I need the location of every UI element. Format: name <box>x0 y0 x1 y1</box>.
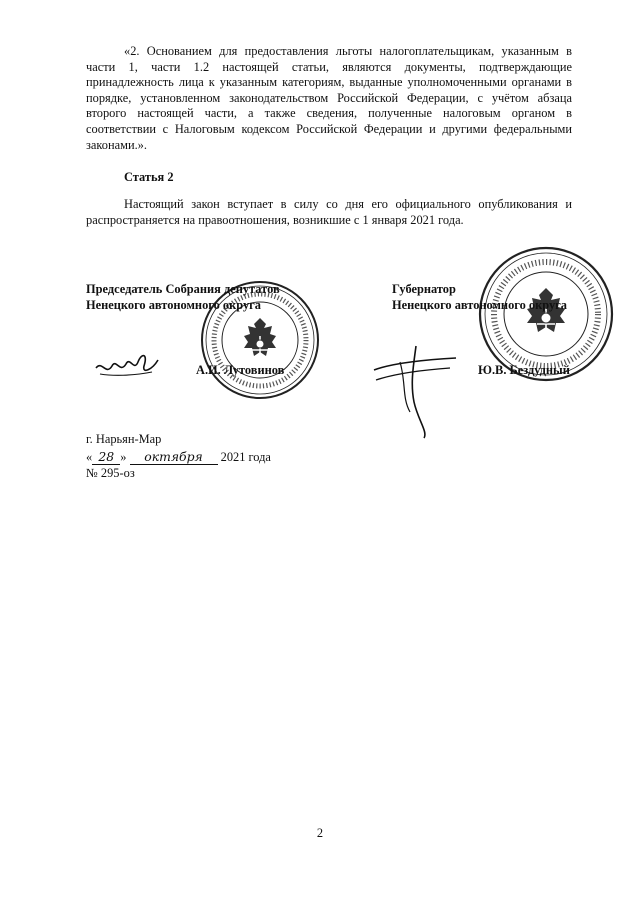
right-signer-name: Ю.В. Бездудный <box>478 363 570 377</box>
right-signer-title-line2: Ненецкого автономного округа <box>392 297 567 312</box>
page-number: 2 <box>316 826 324 840</box>
date-day: 28 <box>92 449 120 465</box>
right-signer-title-line1: Губернатор <box>392 282 456 296</box>
paragraph-amendment: «2. Основанием для предоставления льготы налогоплательщикам, указанным в части 1, части 1.2 настоящей статьи, являются документы, подтверждающие принадлежность лица к указанным категориям, выданные уполномоченными органами в порядке, установленном законодательством Российской Федерации, с учётом абзаца второго настоящей части, а также сведения, полученные налоговым органом в соответствии с Налоговым кодексом Российской Федерации и другими федеральными законами.». <box>86 44 572 152</box>
left-signer-title <box>86 282 280 313</box>
city: г. Нарьян-Мар <box>86 432 162 446</box>
left-signer-title-line1: Председатель Собрания депутатов <box>86 282 280 296</box>
left-signer-name: А.И. Лутовинов <box>196 363 285 377</box>
right-handwritten-signature-icon <box>370 342 460 442</box>
date-month: октября <box>130 449 218 465</box>
law-number: № 295-оз <box>86 466 135 480</box>
date-open-quote: « <box>86 450 93 464</box>
date-close-quote: » <box>120 450 127 464</box>
signing-date <box>86 449 271 465</box>
date-year: 2021 года <box>220 450 271 464</box>
article-title: Статья 2 <box>124 170 174 184</box>
paragraph-entry-into-force: Настоящий закон вступает в силу со дня его официального опубликования и распространяется на правоотношения, возникшие с 1 января 2021 года. <box>86 197 572 227</box>
left-handwritten-signature-icon <box>92 346 162 382</box>
right-signer-title <box>392 282 567 313</box>
left-signer-title-line2: Ненецкого автономного округа <box>86 297 261 312</box>
